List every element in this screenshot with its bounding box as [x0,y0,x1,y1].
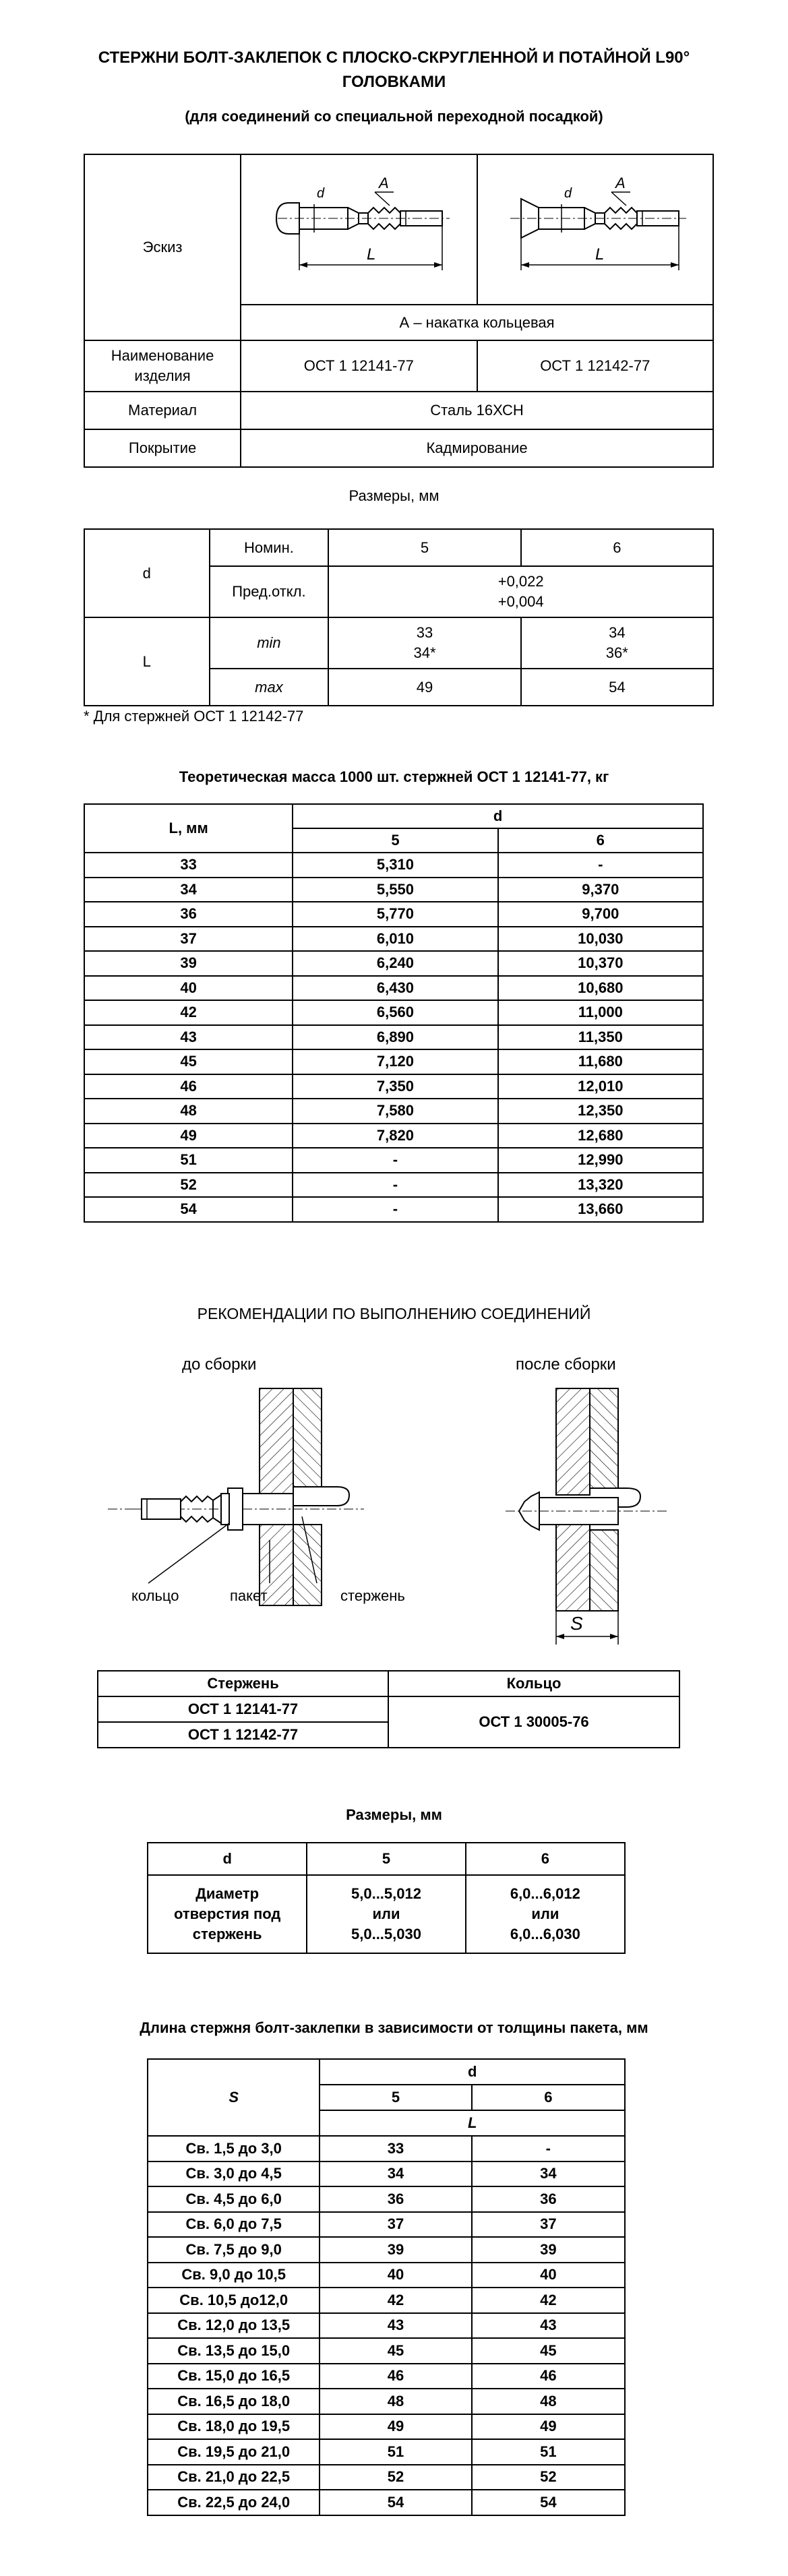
knurl-note: А – накатка кольцевая [241,305,713,340]
length-table-row [148,2465,625,2490]
mass-table-cell: 10,370 [498,951,703,976]
sketch-label: Эскиз [84,154,241,340]
hole-label-line-2: отверстия под [173,1905,281,1922]
title-line-2: ГОЛОВКАМИ [342,73,446,91]
length-table-cell: 46 [472,2364,625,2389]
length-table-row [148,2136,625,2161]
mass-table-cell: 52 [84,1173,293,1198]
mass-table-row [84,1049,703,1074]
hole-6-line-1: 6,0...6,012 [510,1885,580,1902]
mass-table-row [84,1148,703,1173]
mass-table-cell: 54 [84,1197,293,1222]
packet-label: пакет [230,1587,268,1604]
mass-table-cell: 6,890 [293,1025,497,1050]
mass-table-cell: 11,350 [498,1025,703,1050]
product-name-label: Наименование изделия [84,340,241,392]
length-table-cell: 45 [320,2338,471,2364]
mass-table-cell: 49 [84,1124,293,1148]
document-title [0,46,788,94]
sizes2-col-d: d [148,1843,307,1875]
document-subtitle: (для соединений со специальной переходной посадкой) [185,108,603,125]
sketch1-dim-A: A [379,174,390,191]
length-table-cell: 37 [320,2212,471,2238]
nominal-6: 6 [521,529,713,566]
length-table-cell: - [472,2136,625,2161]
mass-caption: Теоретическая масса 1000 шт. стержней ОСТ 1 12141-77, кг [179,768,609,785]
length-table-cell: Св. 18,0 до 19,5 [148,2414,320,2440]
length-table-cell: Св. 15,0 до 16,5 [148,2364,320,2389]
mass-table-row [84,1074,703,1099]
min-5-a: 33 [416,624,433,641]
material-label: Материал [84,392,241,429]
length-table-row [148,2338,625,2364]
nominal-label: Номин. [210,529,329,566]
length-table-cell: 52 [320,2465,471,2490]
title-line-1: СТЕРЖНИ БОЛТ-ЗАКЛЕПОК С ПЛОСКО-СКРУГЛЕННОЙ И ПОТАЙНОЙ L90° [98,49,690,67]
mass-table-cell: 7,580 [293,1099,497,1124]
hole-6-line-3: 6,0...6,030 [510,1926,580,1942]
length-table-cell: Св. 4,5 до 6,0 [148,2186,320,2212]
hole-diameter-label [148,1875,307,1953]
sketch-rounded-head [241,154,477,305]
min-5 [328,617,520,669]
length-col-6: 6 [472,2085,625,2110]
min-6 [521,617,713,669]
mass-table-cell: 33 [84,853,293,878]
mass-table-cell: 6,560 [293,1000,497,1025]
length-table-cell: 36 [320,2186,471,2212]
length-table-cell: Св. 9,0 до 10,5 [148,2263,320,2288]
mass-table-row [84,1099,703,1124]
mass-table-cell: 9,370 [498,878,703,902]
length-table-cell: 52 [472,2465,625,2490]
mass-table-cell: 13,320 [498,1173,703,1198]
mass-table-row [84,1025,703,1050]
length-table-cell: Св. 1,5 до 3,0 [148,2136,320,2161]
length-table-cell: 54 [472,2490,625,2515]
length-table-cell: 40 [320,2263,471,2288]
length-table-row [148,2161,625,2187]
rod-label: стержень [340,1587,405,1604]
pair-rod-1: ОСТ 1 12141-77 [98,1696,388,1722]
length-table-cell: 33 [320,2136,471,2161]
assembly-diagram [0,1375,788,1651]
sizes1-caption: Размеры, мм [348,487,440,504]
length-table [147,2058,626,2516]
sizes1-L-label: L [84,617,210,706]
product-1: ОСТ 1 12141-77 [241,340,477,392]
s-dimension-label: S [570,1613,583,1634]
length-table-cell: 34 [472,2161,625,2187]
mass-table-cell: 11,680 [498,1049,703,1074]
length-table-cell: Св. 13,5 до 15,0 [148,2338,320,2364]
sketch1-dim-d: d [317,185,325,201]
pair-col-ring: Кольцо [388,1671,679,1696]
mass-table-cell: 37 [84,927,293,952]
mass-table-cell: 10,030 [498,927,703,952]
spec-table [84,154,714,468]
length-table-row [148,2237,625,2263]
length-table-cell: 51 [320,2439,471,2465]
mass-table-cell: 13,660 [498,1197,703,1222]
length-table-cell: Св. 16,5 до 18,0 [148,2389,320,2414]
mass-table-cell: 10,680 [498,976,703,1001]
mass-table-cell: - [293,1148,497,1173]
recommend-heading: РЕКОМЕНДАЦИИ ПО ВЫПОЛНЕНИЮ СОЕДИНЕНИЙ [197,1305,591,1322]
sizes2-col-6: 6 [466,1843,625,1875]
hole-label-line-3: стержень [192,1926,262,1942]
hole-5-line-2: или [372,1905,400,1922]
mass-table-cell: 34 [84,878,293,902]
mass-table-row [84,902,703,927]
length-table-row [148,2288,625,2313]
length-table-cell: 36 [472,2186,625,2212]
sizes2-col-5: 5 [307,1843,465,1875]
mass-table-cell: 48 [84,1099,293,1124]
mass-table-cell: 11,000 [498,1000,703,1025]
tolerance-label: Пред.откл. [210,566,329,617]
min-6-a: 34 [609,624,626,641]
coating-label: Покрытие [84,429,241,467]
rod-countersunk-head-sketch [494,164,696,292]
hole-label-line-1: Диаметр [195,1885,260,1902]
length-table-cell: 45 [472,2338,625,2364]
length-table-cell: 39 [472,2237,625,2263]
length-table-cell: 37 [472,2212,625,2238]
mass-table-row [84,1173,703,1198]
coating-value: Кадмирование [241,429,713,467]
mass-col-5: 5 [293,828,497,853]
mass-table-cell: - [293,1197,497,1222]
sizes1-d-label: d [84,529,210,617]
max-label: max [210,669,329,706]
length-table-cell: Св. 6,0 до 7,5 [148,2212,320,2238]
length-table-cell: 40 [472,2263,625,2288]
hole-6-line-2: или [531,1905,559,1922]
mass-table-row [84,927,703,952]
length-table-cell: Св. 21,0 до 22,5 [148,2465,320,2490]
length-col-L: L [320,2110,625,2136]
length-table-cell: 42 [472,2288,625,2313]
length-table-cell: Св. 22,5 до 24,0 [148,2490,320,2515]
length-table-cell: Св. 10,5 до12,0 [148,2288,320,2313]
sketch2-dim-L: L [595,245,605,264]
after-assembly-label: после сборки [516,1355,616,1374]
sketch2-dim-A: A [615,174,626,191]
length-table-cell: 34 [320,2161,471,2187]
mass-table-cell: 42 [84,1000,293,1025]
mass-table-cell: 5,770 [293,902,497,927]
pair-ring: ОСТ 1 30005-76 [388,1696,679,1748]
mass-table-cell: 7,350 [293,1074,497,1099]
hole-diameter-5 [307,1875,465,1953]
ring-label: кольцо [131,1587,179,1604]
length-table-cell: 42 [320,2288,471,2313]
tolerance-lower: +0,004 [497,593,544,610]
length-table-cell: 48 [472,2389,625,2414]
material-value: Сталь 16ХСН [241,392,713,429]
before-assembly-drawing [108,1388,364,1605]
before-assembly-label: до сборки [182,1355,257,1374]
length-caption: Длина стержня болт-заклепки в зависимости от толщины пакета, мм [140,2019,648,2036]
sketch2-dim-d: d [564,185,572,201]
length-table-row [148,2263,625,2288]
hole-diameter-table [147,1842,626,1954]
hole-5-line-1: 5,0...5,012 [351,1885,421,1902]
mass-table-cell: 40 [84,976,293,1001]
mass-table-cell: 6,240 [293,951,497,976]
sketch-countersunk-head [477,154,713,305]
length-table-cell: 43 [320,2313,471,2339]
length-table-cell: Св. 7,5 до 9,0 [148,2237,320,2263]
rod-ring-table [97,1670,680,1748]
mass-table-row [84,878,703,902]
mass-table [84,803,704,1223]
mass-table-cell: 45 [84,1049,293,1074]
rod-rounded-head-sketch [257,164,460,292]
sketch1-dim-L: L [367,245,376,264]
mass-table-row [84,853,703,878]
length-table-cell: 46 [320,2364,471,2389]
length-table-row [148,2439,625,2465]
hole-diameter-6 [466,1875,625,1953]
mass-table-row [84,1124,703,1148]
max-6: 54 [521,669,713,706]
length-table-cell: 48 [320,2389,471,2414]
mass-table-cell: 51 [84,1148,293,1173]
max-5: 49 [328,669,520,706]
length-col-d: d [320,2059,625,2085]
mass-table-cell: 6,430 [293,976,497,1001]
mass-table-cell: 12,010 [498,1074,703,1099]
after-assembly-drawing [506,1388,667,1645]
mass-col-L: L, мм [84,804,293,853]
sizes1-footnote: * Для стержней ОСТ 1 12142-77 [84,708,304,725]
pair-col-rod: Стержень [98,1671,388,1696]
length-table-row [148,2212,625,2238]
tolerance-value [328,566,713,617]
mass-table-row [84,1197,703,1222]
length-table-cell: 43 [472,2313,625,2339]
mass-col-6: 6 [498,828,703,853]
mass-table-row [84,951,703,976]
pair-rod-2: ОСТ 1 12142-77 [98,1722,388,1748]
mass-table-cell: 36 [84,902,293,927]
mass-table-cell: 43 [84,1025,293,1050]
length-table-cell: Св. 3,0 до 4,5 [148,2161,320,2187]
tolerance-upper: +0,022 [497,573,544,590]
length-table-cell: Св. 19,5 до 21,0 [148,2439,320,2465]
length-table-row [148,2414,625,2440]
mass-table-cell: - [498,853,703,878]
mass-table-row [84,1000,703,1025]
length-table-row [148,2186,625,2212]
mass-table-cell: 7,120 [293,1049,497,1074]
mass-table-cell: 12,990 [498,1148,703,1173]
mass-table-cell: 5,310 [293,853,497,878]
mass-table-cell: 12,680 [498,1124,703,1148]
length-table-cell: 54 [320,2490,471,2515]
mass-table-cell: 6,010 [293,927,497,952]
min-5-b: 34* [413,644,436,661]
sizes2-caption: Размеры, мм [346,1806,442,1823]
length-table-row [148,2490,625,2515]
mass-table-cell: 9,700 [498,902,703,927]
mass-table-cell: 46 [84,1074,293,1099]
product-2: ОСТ 1 12142-77 [477,340,713,392]
length-table-cell: Св. 12,0 до 13,5 [148,2313,320,2339]
sizes-table [84,528,714,706]
mass-table-cell: - [293,1173,497,1198]
length-table-cell: 51 [472,2439,625,2465]
min-label: min [210,617,329,669]
length-table-row [148,2389,625,2414]
length-table-row [148,2313,625,2339]
mass-table-cell: 7,820 [293,1124,497,1148]
length-table-row [148,2364,625,2389]
length-table-cell: 49 [472,2414,625,2440]
mass-table-cell: 5,550 [293,878,497,902]
length-table-cell: 49 [320,2414,471,2440]
mass-table-cell: 39 [84,951,293,976]
hole-5-line-3: 5,0...5,030 [351,1926,421,1942]
mass-table-cell: 12,350 [498,1099,703,1124]
nominal-5: 5 [328,529,520,566]
length-table-cell: 39 [320,2237,471,2263]
length-col-s: S [148,2059,320,2136]
length-col-5: 5 [320,2085,471,2110]
mass-col-d: d [293,804,703,828]
mass-table-row [84,976,703,1001]
min-6-b: 36* [605,644,628,661]
